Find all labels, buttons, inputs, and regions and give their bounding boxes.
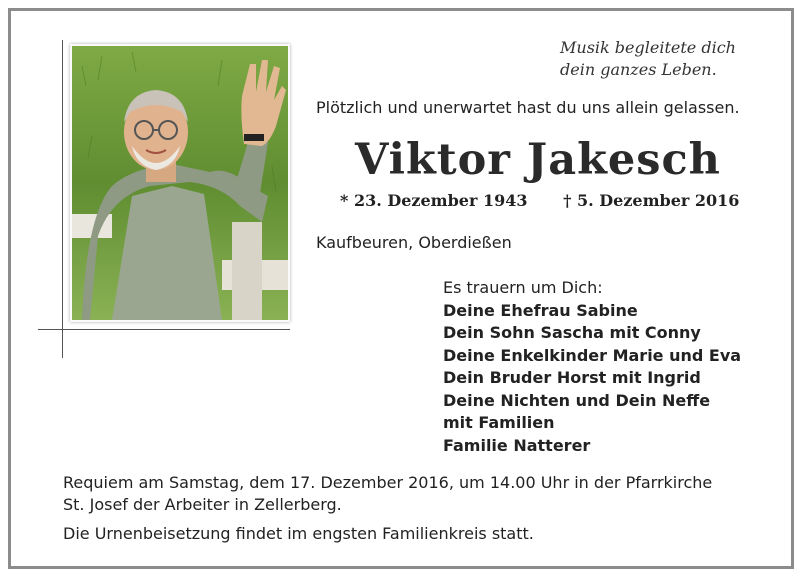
mourner-item: Deine Enkelkinder Marie und Eva [443,345,742,365]
mourner-item: Deine Ehefrau Sabine [443,300,638,320]
portrait-illustration [72,46,288,320]
motto [560,37,736,81]
service-line-2: St. Josef der Arbeiter in Zellerberg. [63,495,342,514]
mourner-item: mit Familien [443,413,555,432]
intro-text: Plötzlich und unerwartet hast du uns allein gelassen. [316,98,740,117]
place: Kaufbeuren, Oberdießen [316,233,512,252]
motto-line-2: dein ganzes Leben. [560,60,717,79]
mourner-item: Dein Sohn Sascha mit Conny [443,323,701,342]
mourner-item: Dein Bruder Horst mit Ingrid [443,368,701,387]
crop-mark-horizontal [38,329,290,330]
motto-line-1: Musik begleitete dich [560,38,736,57]
mourners-list [443,277,741,457]
urn-info: Die Urnenbeisetzung findet im engsten Familienkreis statt. [63,524,534,543]
service-info [63,472,763,545]
portrait-photo [70,44,290,322]
life-dates [340,191,739,210]
crop-mark-vertical [62,40,63,358]
deceased-name: Viktor Jakesch [355,135,721,185]
mourner-item: Deine Nichten und Dein Neffe [443,390,711,410]
birth-date: * 23. Dezember 1943 [340,191,528,210]
mourner-item: Familie Natterer [443,435,591,455]
death-date: † 5. Dezember 2016 [563,191,740,210]
mourners-heading: Es trauern um Dich: [443,278,603,297]
service-line-1: Requiem am Samstag, dem 17. Dezember 2016, um 14.00 Uhr in der Pfarrkirche [63,473,713,492]
